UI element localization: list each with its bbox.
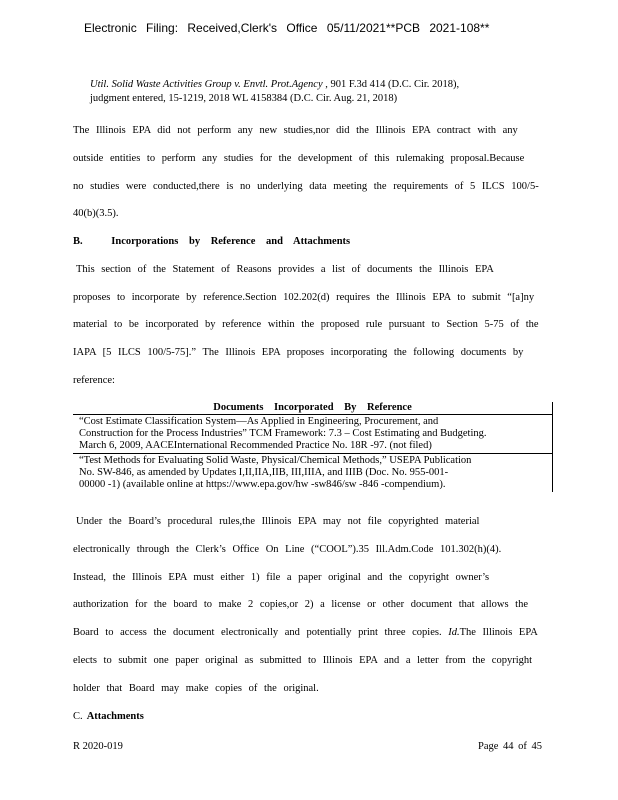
documents-table <box>73 402 553 492</box>
case-citation-judgment: judgment entered, 15-1219, 2018 WL 4158384 (D.C. Cir. Aug. 21, 2018) <box>90 93 398 104</box>
paragraph-text: The Illinois EPA <box>459 627 538 638</box>
table-row-line: March 6, 2009, AACEInternational Recommended Practice No. 18R -97. (not filed) <box>79 440 432 451</box>
section-heading-c <box>73 711 144 722</box>
paragraph-line: IAPA [5 ILCS 100/5-75].” The Illinois EPA proposes incorporating the following documents by <box>73 347 524 358</box>
paragraph-line: Instead, the Illinois EPA must either 1) file a paper original and the copyright owner’s <box>73 572 490 583</box>
section-letter: B. <box>73 236 83 247</box>
paragraph-line: The Illinois EPA did not perform any new studies,nor did the Illinois EPA contract with any <box>73 125 518 136</box>
filing-header: Electronic Filing: Received,Clerk's Office 05/11/2021**PCB 2021-108** <box>84 21 490 35</box>
case-citation <box>90 78 530 106</box>
paragraph-line <box>73 627 538 638</box>
table-row-line: “Test Methods for Evaluating Solid Waste, Physical/Chemical Methods,” USEPA Publication <box>79 455 472 466</box>
table-row <box>73 454 553 493</box>
id-citation: Id. <box>448 627 460 638</box>
section-title: Incorporations by Reference and Attachments <box>111 236 351 247</box>
section-title: Attachments <box>86 711 144 722</box>
paragraph-text: Board to access the document electronically and potentially print three copies. <box>73 627 449 638</box>
table-row-line: No. SW-846, as amended by Updates I,II,IIA,IIB, III,IIIA, and IIIB (Doc. No. 955-001- <box>79 467 449 478</box>
footer-page-number: Page 44 of 45 <box>478 741 543 752</box>
paragraph-line: no studies were conducted,there is no underlying data meeting the requirements of 5 ILCS 100/5- <box>73 181 539 192</box>
paragraph-line: material to be incorporated by reference within the proposed rule pursuant to Section 5-75 of the <box>73 319 539 330</box>
paragraph-line: reference: <box>73 375 115 386</box>
documents-table-header: Documents Incorporated By Reference <box>73 402 553 415</box>
table-row-line: 00000 -1) (available online at https://www.epa.gov/hw -sw846/sw -846 -compendium). <box>79 479 446 490</box>
paragraph-line: holder that Board may make copies of the original. <box>73 683 319 694</box>
footer-docket-number: R 2020-019 <box>73 741 123 752</box>
paragraph-line: outside entities to perform any studies for the development of this rulemaking proposal.Because <box>73 153 525 164</box>
case-name: Util. Solid Waste Activities Group v. Envtl. Prot.Agency <box>90 79 323 90</box>
table-row-line: “Cost Estimate Classification System—As Applied in Engineering, Procurement, and <box>79 416 439 427</box>
table-row <box>73 415 553 454</box>
paragraph-line: elects to submit one paper original as submitted to Illinois EPA and a letter from the copyright <box>73 655 533 666</box>
paragraph-line: 40(b)(3.5). <box>73 208 119 219</box>
paragraph-line: Under the Board’s procedural rules,the Illinois EPA may not file copyrighted material <box>76 516 480 527</box>
paragraph-line: This section of the Statement of Reasons provides a list of documents the Illinois EPA <box>76 264 494 275</box>
section-heading-b <box>73 236 350 247</box>
paragraph-line: proposes to incorporate by reference.Section 102.202(d) requires the Illinois EPA to submit “[a]ny <box>73 292 535 303</box>
table-row-line: Construction for the Process Industries” TCM Framework: 7.3 – Cost Estimating and Budgeting. <box>79 428 487 439</box>
paragraph-line: electronically through the Clerk’s Office On Line (“COOL”).35 Ill.Adm.Code 101.302(h)(4). <box>73 544 502 555</box>
paragraph-line: authorization for the board to make 2 copies,or 2) a license or other document that allows the <box>73 599 528 610</box>
section-letter: C. <box>73 711 83 722</box>
case-citation-rest: , 901 F.3d 414 (D.C. Cir. 2018), <box>322 79 460 90</box>
